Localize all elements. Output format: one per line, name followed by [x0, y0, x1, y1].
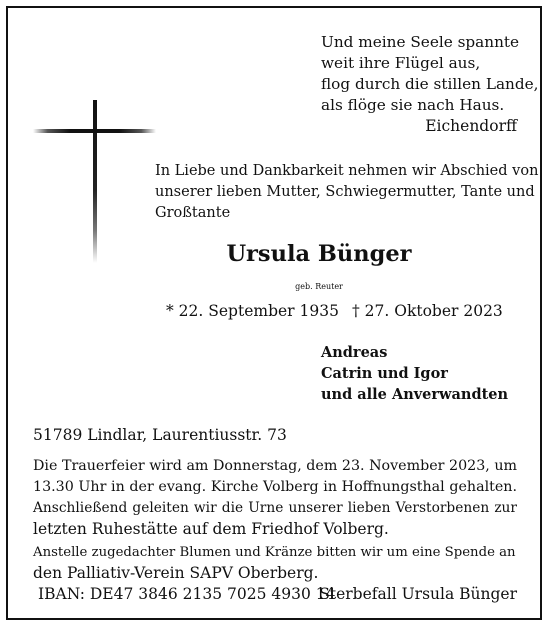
funeral-line: letzten Ruhestätte auf dem Friedhof Volberg.	[33, 520, 389, 538]
cross-horizontal-beam	[33, 129, 156, 133]
donation-line: den Palliativ-Verein SAPV Oberberg.	[33, 564, 319, 582]
donation-line: Anstelle zugedachter Blumen und Kränze bitten wir um eine Spende an	[33, 545, 516, 560]
funeral-paragraph	[33, 456, 517, 540]
intro-line: Großtante	[155, 205, 231, 221]
deceased-name: Ursula Bünger	[226, 241, 412, 267]
donation-paragraph	[33, 542, 517, 584]
intro-line: unserer lieben Mutter, Schwiegermutter, Tante und	[155, 184, 535, 200]
poem-line: weit ihre Flügel aus,	[321, 54, 481, 72]
intro-text	[155, 161, 538, 224]
poem-author: Eichendorff	[425, 117, 517, 135]
mourner-line: Andreas	[321, 344, 388, 361]
poem-line: Und meine Seele spannte	[321, 33, 520, 51]
mourner-line: und alle Anverwandten	[321, 386, 509, 403]
poem-line: als flöge sie nach Haus.	[321, 96, 505, 114]
funeral-line: Anschließend geleiten wir die Urne unserer lieben Verstorbenen zur	[33, 500, 517, 516]
donation-reference: Sterbefall Ursula Bünger	[319, 585, 517, 603]
death-date: † 27. Oktober 2023	[352, 302, 503, 320]
mourners	[321, 342, 508, 405]
address: 51789 Lindlar, Laurentiusstr. 73	[33, 426, 287, 444]
intro-line: In Liebe und Dankbarkeit nehmen wir Abschied von	[155, 163, 539, 179]
maiden-name: geb. Reuter	[295, 282, 343, 291]
mourner-line: Catrin und Igor	[321, 365, 448, 382]
iban: IBAN: DE47 3846 2135 7025 4930 14	[38, 585, 336, 603]
poem	[321, 32, 539, 116]
funeral-line: Die Trauerfeier wird am Donnerstag, dem 23. November 2023, um	[33, 458, 518, 474]
poem-line: flog durch die stillen Lande,	[321, 75, 539, 93]
birth-date: * 22. September 1935	[166, 302, 339, 320]
funeral-line: 13.30 Uhr in der evang. Kirche Volberg in Hoffnungsthal gehalten.	[33, 479, 517, 495]
